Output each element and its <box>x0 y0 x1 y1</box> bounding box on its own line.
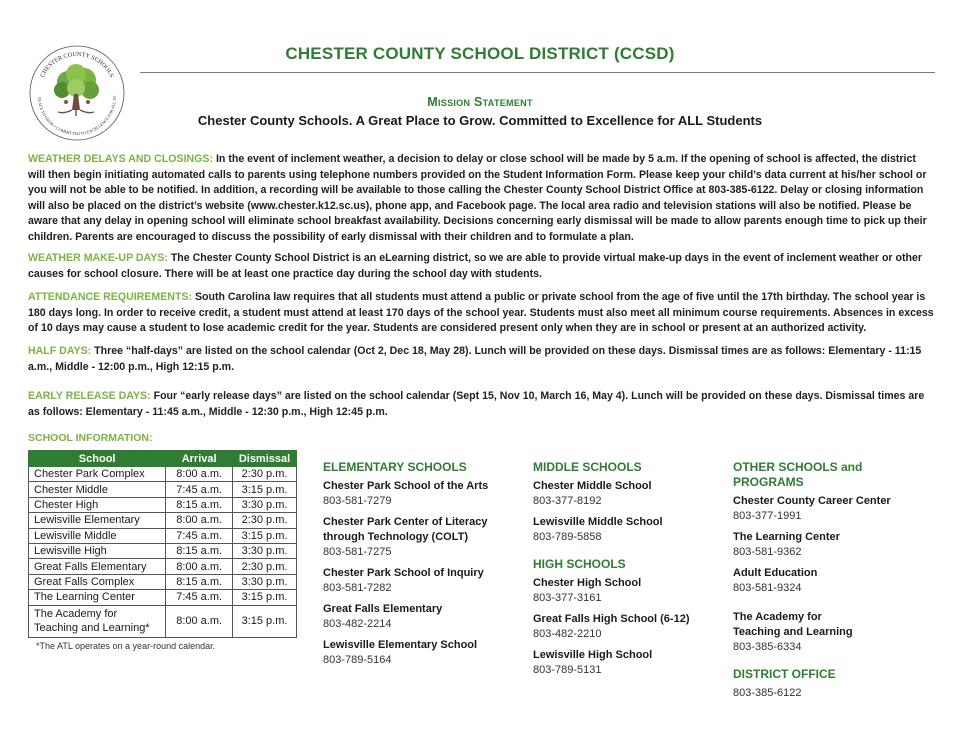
district-office-phone: 803-385-6122 <box>733 687 802 699</box>
school-cell: Lewisville Middle <box>29 528 166 543</box>
table-row <box>29 559 297 574</box>
list-item <box>533 648 723 678</box>
mission-heading: Mission Statement <box>427 95 533 109</box>
arrival-cell: 8:00 a.m. <box>166 605 233 637</box>
paragraph-text: Four “early release days” are listed on the school calendar (Sept 15, Nov 10, March 16, May 4). Lunch will be provided on these days. Dismissal times are as follows: Elementary - 11:45 a.m., Middle - 12:30 p.m., High 12:45 p.m. <box>28 390 925 418</box>
list-item <box>323 638 523 668</box>
table-row <box>29 467 297 482</box>
list-item <box>733 494 933 524</box>
school-times-table <box>28 450 297 638</box>
early-release-paragraph <box>28 389 935 420</box>
dismissal-cell: 2:30 p.m. <box>233 559 297 574</box>
school-name: Lewisville High School <box>533 649 653 661</box>
table-row <box>29 574 297 589</box>
table-header-row <box>29 451 297 467</box>
table-row <box>29 513 297 528</box>
arrival-cell: 7:45 a.m. <box>166 482 233 497</box>
school-phone: 803-581-7279 <box>323 495 392 507</box>
weather-delays-paragraph <box>28 152 935 246</box>
district-title: CHESTER COUNTY SCHOOL DISTRICT (CCSD) <box>285 44 675 63</box>
dismissal-cell: 2:30 p.m. <box>233 513 297 528</box>
dismissal-cell: 3:30 p.m. <box>233 543 297 558</box>
school-phone: 803-789-5164 <box>323 654 392 666</box>
school-cell <box>29 605 166 637</box>
logo-text-top: CHESTER COUNTY SCHOOLS <box>38 50 116 79</box>
column-header-school: School <box>29 451 166 467</box>
section-heading: HIGH SCHOOLS <box>533 557 626 571</box>
school-phone: 803-581-7275 <box>323 546 392 558</box>
arrival-cell: 7:45 a.m. <box>166 590 233 605</box>
table-row <box>29 528 297 543</box>
school-phone: 803-789-5858 <box>533 531 602 543</box>
paragraph-text: Three “half-days” are listed on the school calendar (Oct 2, Dec 18, May 28). Lunch will be provided on these days. Dismissal times are as follows: Elementary - 11:15 a.m., Middle - 12:00 p.m., High 12:15 p.m. <box>28 345 922 373</box>
list-item <box>733 566 933 596</box>
school-phone: 803-482-2210 <box>533 628 602 640</box>
arrival-cell: 8:00 a.m. <box>166 513 233 528</box>
school-cell: The Learning Center <box>29 590 166 605</box>
logo-text-bottom: PLACE TO GROW • COMMITTED TO EXCELLENCE FOR ALL ST <box>37 95 118 137</box>
table-row <box>29 590 297 605</box>
list-item <box>323 479 523 509</box>
school-cell: Great Falls Complex <box>29 574 166 589</box>
school-name-line: Teaching and Learning* <box>34 622 150 635</box>
paragraph-text: The Chester County School District is an eLearning district, so we are able to provide virtual make-up days in the event of inclement weather or other causes for school closure. There will be at least one practice day during the school day with students. <box>28 252 922 280</box>
school-name: Lewisville Elementary School <box>323 639 478 651</box>
dismissal-cell: 3:15 p.m. <box>233 482 297 497</box>
arrival-cell: 8:15 a.m. <box>166 497 233 512</box>
school-name: Adult Education <box>733 567 818 579</box>
title-divider <box>140 72 935 73</box>
dismissal-cell: 3:30 p.m. <box>233 497 297 512</box>
arrival-cell: 7:45 a.m. <box>166 528 233 543</box>
half-days-paragraph <box>28 344 935 375</box>
school-name: Lewisville Middle School <box>533 516 663 528</box>
school-phone: 803-385-6334 <box>733 641 802 653</box>
list-item <box>533 576 723 606</box>
school-cell: Lewisville Elementary <box>29 513 166 528</box>
column-header-arrival: Arrival <box>166 451 233 467</box>
arrival-cell: 8:15 a.m. <box>166 543 233 558</box>
other-schools-section <box>733 460 933 701</box>
school-name-line: The Academy for <box>34 608 118 621</box>
district-office-heading: DISTRICT OFFICE <box>733 667 836 681</box>
paragraph-label: HALF DAYS: <box>28 345 92 357</box>
list-item <box>323 566 523 596</box>
school-cell: Lewisville High <box>29 543 166 558</box>
arrival-cell: 8:00 a.m. <box>166 467 233 482</box>
attendance-paragraph <box>28 290 935 337</box>
school-name: Chester High School <box>533 577 642 589</box>
school-cell: Chester Park Complex <box>29 467 166 482</box>
school-name: Chester Park School of the Arts <box>323 480 489 492</box>
school-info-heading: SCHOOL INFORMATION: <box>28 432 153 444</box>
school-phone: 803-377-3161 <box>533 592 602 604</box>
middle-high-schools-section <box>533 460 723 678</box>
weather-makeup-paragraph <box>28 251 935 282</box>
list-item <box>733 610 933 655</box>
school-cell: Chester High <box>29 497 166 512</box>
dismissal-cell: 3:30 p.m. <box>233 574 297 589</box>
school-phone: 803-581-9362 <box>733 546 802 558</box>
dismissal-cell: 2:30 p.m. <box>233 467 297 482</box>
school-name: Chester Park School of Inquiry <box>323 567 484 579</box>
arrival-cell: 8:15 a.m. <box>166 574 233 589</box>
school-phone: 803-482-2214 <box>323 618 392 630</box>
list-item <box>323 602 523 632</box>
arrival-cell: 8:00 a.m. <box>166 559 233 574</box>
paragraph-label: EARLY RELEASE DAYS: <box>28 390 151 402</box>
school-name: Chester Park Center of Literacy through Technology (COLT) <box>323 516 488 543</box>
list-item <box>323 515 523 560</box>
dismissal-cell: 3:15 p.m. <box>233 605 297 637</box>
paragraph-text: In the event of inclement weather, a decision to delay or close school will be made by 5 a.m. If the opening of school is affected, the district will then begin initiating automated calls to parents using telephone numbers provided on the Student Information Form. Please keep your child’s data current at his/her school or you will not be able to be notified. In addition, a recording will be available to those calling the Chester County School District Office at 803-385-6122. Delay or closing information will also be placed on the district’s website (www.chester.k12.sc.us), phone app, and Facebook page. The local area radio and television stations will also be notified. Please be aware that any delay in opening school will eliminate school breakfast availability. Decisions concerning early dismissal will be made to allow parents enough time to pick up their children. Parents are encouraged to discuss the possibility of early dismissal with their children and to formulate a plan. <box>28 153 927 243</box>
paragraph-label: WEATHER DELAYS AND CLOSINGS: <box>28 153 214 165</box>
dismissal-cell: 3:15 p.m. <box>233 590 297 605</box>
district-logo <box>28 44 126 142</box>
list-item <box>533 612 723 642</box>
school-cell: Chester Middle <box>29 482 166 497</box>
paragraph-label: ATTENDANCE REQUIREMENTS: <box>28 291 193 303</box>
school-name: The Academy for Teaching and Learning <box>733 611 853 638</box>
school-name: Great Falls High School (6-12) <box>533 613 690 625</box>
section-heading: ELEMENTARY SCHOOLS <box>323 460 467 474</box>
table-row <box>29 497 297 512</box>
school-cell: Great Falls Elementary <box>29 559 166 574</box>
paragraph-text: South Carolina law requires that all students must attend a public or private school from the age of five until the 17th birthday. The school year is 180 days long. In order to receive credit, a student must attend at least 170 days of the school year. Students must also meet all minimum course requirements. Absences in excess of 10 days may cause a student to lose academic credit for the year. Students are considered present only when they are in school or present at an authorized activity. <box>28 291 934 335</box>
school-name: Chester County Career Center <box>733 495 891 507</box>
table-row <box>29 605 297 637</box>
section-heading: OTHER SCHOOLS and PROGRAMS <box>733 460 863 489</box>
section-heading: MIDDLE SCHOOLS <box>533 460 642 474</box>
atl-footnote: *The ATL operates on a year-round calendar. <box>36 641 216 651</box>
school-phone: 803-377-1991 <box>733 510 802 522</box>
school-phone: 803-581-9324 <box>733 582 802 594</box>
table-row <box>29 482 297 497</box>
school-phone: 803-377-8192 <box>533 495 602 507</box>
list-item <box>533 515 723 545</box>
paragraph-label: WEATHER MAKE-UP DAYS: <box>28 252 168 264</box>
elementary-schools-section <box>323 460 523 668</box>
table-row <box>29 543 297 558</box>
school-name: Great Falls Elementary <box>323 603 443 615</box>
column-header-dismissal: Dismissal <box>233 451 297 467</box>
school-phone: 803-581-7282 <box>323 582 392 594</box>
school-name: Chester Middle School <box>533 480 652 492</box>
list-item <box>533 479 723 509</box>
mission-statement: Chester County Schools. A Great Place to Grow. Committed to Excellence for ALL Students <box>197 113 763 128</box>
dismissal-cell: 3:15 p.m. <box>233 528 297 543</box>
school-name: The Learning Center <box>733 531 840 543</box>
list-item <box>733 530 933 560</box>
school-phone: 803-789-5131 <box>533 664 602 676</box>
